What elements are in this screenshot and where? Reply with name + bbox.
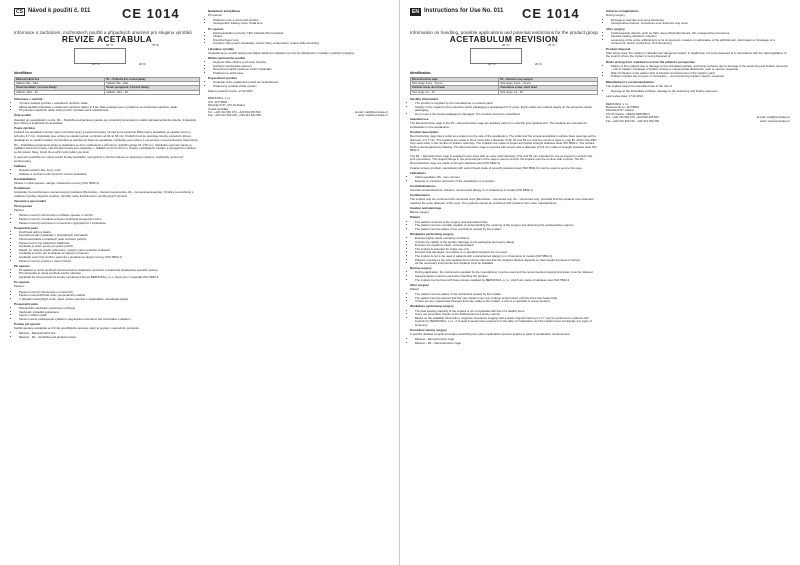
bullet-item: • Pacient musí být seznámen s omezeními vyplývajícími z implantace. [19, 222, 200, 226]
bullet-item: • Při porušení sterilního obalu nelze použít. Výrobek nelze resterilizovat. [19, 109, 200, 113]
bullet-item: • Manual – Reconstruction cage [415, 338, 598, 342]
ce-mark: CE 1014 [122, 6, 180, 21]
bullet-item: • Cardiovascular defects, such as TEN, deep phlebothrombosis, HK, postoperative hematoma [611, 32, 790, 36]
bullet-item: • Sporty s rizikem pádů [19, 314, 200, 318]
sections-en-2 [606, 10, 790, 99]
bullet-list [208, 61, 388, 75]
temperature-diagram [410, 44, 598, 70]
bullet-list [410, 237, 598, 266]
manufacturer-line: ICO: 42779894 [208, 99, 227, 104]
manufacturer-web: www: www.beznoska.cz [358, 113, 388, 118]
bullet-item: • Dodržovat pokyny lékaře [19, 231, 200, 235]
ident-cell: Size range: 8 pcs – 10 pcs [499, 82, 598, 86]
bullet-item: • Sterility of the implant in the protective sterile packaging is guaranteed for 5 years. Expiry dates are marked clearly on the protective sterile packaging. [415, 106, 598, 113]
ident-cell: Size range: 8 pcs – 10 pcs [411, 82, 499, 86]
bullet-list [606, 19, 790, 26]
section-heading: Workplace performing surgery [410, 231, 454, 236]
ident-cell: Velikost: 12ks – 40 [15, 90, 105, 94]
bullet-item: • Implantát lze fixovat kostními šrouby vyrobenými firmou BEZNOSKA, s.r.o. které jsou z materiálu ISO 5832-3 [19, 276, 200, 280]
bullet-item: • The patient must be warned that the new implant may only undergo limited strain until the bone has healed fully [415, 297, 598, 301]
ident-cell: Size range: 12 – 40 [411, 90, 499, 94]
bullet-item: • Dospělí pacienti 18+, ženy, muži [19, 169, 200, 173]
ident-heading: Identification [410, 71, 431, 76]
ident-cell: Reconstruction cage [411, 77, 499, 81]
section-heading: During surgery [410, 266, 432, 271]
section-heading: Popis výrobku [14, 126, 35, 131]
section-text: During surgery [606, 12, 625, 17]
manufacturer-line: Business ID no: 42779894 [606, 105, 639, 110]
bullet-item: • Zajistit, že nebude použit poškozený, neúplný nebo nesterilní implantát [19, 249, 200, 253]
bullet-item: • Poškozený výrobek vraťte výrobci [213, 85, 388, 89]
bullet-item: • The implant is intended for single use only [415, 248, 598, 252]
page-en [400, 0, 800, 565]
bullet-list [410, 271, 598, 282]
bullet-list [14, 269, 200, 280]
section-text: Pacient [14, 284, 24, 289]
bullet-list [14, 169, 200, 176]
intro-text: Informace o zacházení, možnostech použití a případných omezení pro skupinu výrobků [14, 30, 192, 35]
header-text: Návod k použití č. 011 [27, 8, 91, 15]
bullet-item: • Při manipulaci je nutné používat sterilní rukavice [19, 272, 200, 276]
bullet-list [410, 102, 598, 116]
temperature-box [470, 48, 522, 64]
ident-cell: Velikost: 8ks - 10ks [15, 82, 105, 86]
section-text: The implant may be combined with cemented cups (Beznoska – Cemented cup, 02 – Cemented cup), provided that the implants' inner diameter matches the outer diameter of the cups. The products cannot be combined with products from other manufacturers. [410, 197, 594, 205]
bullet-item: • Checks the validity of the sterility (damage to the packaging and expiry dates) [415, 241, 598, 245]
bullet-item: • Pacient nesmí být nadměrně zatěžován [19, 242, 200, 246]
bullet-list [410, 293, 598, 304]
section-heading: Kontraindikace [14, 176, 36, 181]
bullet-list [410, 310, 598, 328]
section-text: K upevnění podložky se mohou použít šrouby (kortikální, spongiózní) s plochou hlavou se zkráceným závitem, implantáty mohou být kombinovány. [14, 155, 184, 163]
bullet-item: • The implant is not to be used in patients with a documented allergy to or intolerance of metals (ISO 5832-1) [415, 255, 598, 259]
manufacturer-tel: Tel.: +420 312 660 470, +420 602 666 500 [208, 110, 261, 115]
section-text: Pacient [14, 208, 24, 213]
section-heading: Postup při operaci [14, 321, 41, 326]
manufacturer-email: E-mail: mail@beznoska.cz [757, 115, 790, 120]
bullet-list [14, 231, 200, 263]
bullet-item: • Pacient musí být poučen o všech rizicích [19, 260, 200, 264]
section-text: The R1 – Reconstruction cage is supplied in two sizes with an outer shell diameter of 51 and 56 mm intended for use as support in revision hip joint procedures. The shaped flange in the proximal part of the cage is used to anchor the implant onto the os ilium with a screw. The R1 – Reconstruction cage are made of wrought stainless steel (ISO 5832-1). [410, 153, 593, 165]
section-text: R1 – Podložka pod jamkové jamky je dodávána ve dvou velikostech s průměrem vnějšího okraje 51 a 56 mm. Stavitelné upevnění jamky je zajištěno kotvícími šrouby. Upevňovací šrouby jsou dodávány v délkách od 12 do 60 mm. Šrouby s kortikálním závitem a spongiózním závitem se liší tvarem hlavy, šroub lze použít zvolit podle typu kosti. [14, 142, 197, 154]
bullet-item: • During application, the instruments supplied by the manufacturer must be used and the recommended surgical procedure must be followed [415, 271, 598, 275]
ident-cell: Šroub spongiózní, 5 hrozné hlavky [105, 86, 200, 90]
bullet-item: • Loosening of the entire artificial joint or its components, luxation or subluxation of the artificial joint, deformation or breakage of a component, flexion contracture, limb shortening [611, 39, 790, 46]
section-heading: Pooperační péče [14, 301, 39, 306]
bullet-item: • Pacient musí být informován o průběhu operace a rizicích. [19, 214, 200, 218]
section-text: Datum poslední revize: 17.02.2021 [208, 88, 253, 93]
section-heading: After surgery [410, 282, 429, 287]
bullet-item: • Based on the available information, magnetic resonance imaging with a static magnetic field up to 1.7 may be performed in patients with implants by BEZNOSKA, s.r.o., if at least 6 weeks have passed from the date of implantation and the implant does not display any signs of loosening [415, 317, 598, 328]
section-heading: Před operací [14, 204, 33, 209]
column-en-1 [410, 8, 598, 347]
temperature-diagram [14, 44, 200, 70]
bullet-item: • Výrobce dodává výrobek v uzavřeném sterilním obalu. [19, 102, 200, 106]
section-heading: Po operaci [208, 26, 224, 31]
section-text: Implantát se po použití stává potenciálně infekčním odpadem a musí být zlikvidován v souladu s platnými předpisy. [208, 50, 355, 55]
bullet-item: • Implantát je určen pouze pro jedno použití [19, 245, 200, 249]
column-cs-1 [14, 8, 200, 341]
sections-en-1 [410, 98, 598, 346]
bullet-list [606, 65, 790, 79]
temp-max: 30 °C [106, 43, 114, 48]
section-heading: Product description [410, 129, 439, 134]
bullet-item: • Existing or imminent protrusion of the acetabulum in a revision [415, 180, 598, 184]
bullet-list [14, 291, 200, 302]
section-text: Při operaci [208, 12, 222, 17]
ident-cell: Cortical screw, short head [411, 86, 499, 90]
section-heading: Nežádoucí komplikace [208, 8, 241, 13]
section-text: Každá operace acetabula se řídí dle specifického postupu, který je popsán v operačním protokolu. [14, 326, 140, 331]
ident-table [14, 77, 200, 95]
bullet-item: • Snížená mechanická odolnost [213, 65, 388, 69]
column-cs-2 [208, 8, 388, 118]
bullet-item: • Pacient musí být informován o omezeních [19, 291, 200, 295]
column-en-2 [606, 8, 790, 123]
section-heading: Rizika opětovného použití [208, 55, 246, 60]
sections-cs-1 [14, 98, 200, 339]
language-badge: CS [16, 9, 23, 15]
bullet-item: • Carry out preventive checks of the artificial joint at a timely manner [415, 313, 598, 317]
bullet-item: • Poškození a deformace [213, 72, 388, 76]
section-heading: Informace o sterilitě [14, 96, 43, 101]
bullet-item: • The load bearing capacity of the implant is not comparable with that of a healthy bone [415, 310, 598, 314]
bullet-item: • Při aplikaci je nutné používat instrumentarium dodávané výrobcem a dodržovat předepsaný operační postup [19, 269, 200, 273]
manufacturer-line: Dělnická 2727, 272 01 Kladno [208, 103, 246, 108]
bullet-list [208, 19, 388, 26]
bullet-item: • Implantát nesmí být použit u pacientů s prokázanou alergií na kovy (ISO 5832-1) [19, 256, 200, 260]
bullet-item: • Infected healing disorders, infection [611, 35, 790, 39]
section-heading: Účel použití [14, 113, 31, 118]
doc-title: ACETABULUM REVISION [449, 33, 559, 44]
ident-cell: R1 – Revision cup support [499, 77, 598, 81]
bullet-item: • Zvýšené riziko infekce a přenosu choroby [213, 61, 388, 65]
bullet-item: • Pacient nesmí podstupovat vyšetření magnetickou rezonancí bez konzultace s lékařem [19, 318, 200, 322]
bullet-list [208, 81, 388, 88]
manufacturer-tel: Tel.: +420 312 660 470, +420 602 666 500 [606, 115, 659, 120]
ident-cell: Size range: 12 – 60 [499, 90, 598, 94]
ident-cell: Rekonstrukční koš [15, 77, 105, 81]
bullet-item: • Implantát je určen pro kombinaci se stejným výrobcem [19, 252, 200, 256]
bullet-item: • Poškození cév a nervových struktur [213, 19, 388, 23]
section-heading: Po operaci [14, 280, 30, 285]
section-text: Reconstruction cage has a collar as a support on the side of the acetabulum. The collar and the screws acetabulum surface have openings with a diameter of 4.7 mm. The implants are made in three sizes with a diameter of 46, 52 and 56 mm and two versions (type A, type B), which only differ from each other in the number of fixation openings. The implants are made of forged and tested wrought stainless steel ISO 5832-1. The surface finish is accompanied by blasting. The Reconstruction cage is secured with screws with a diameter of 6.5 mm made of wrought stainless steel ISO 5832-3. [410, 134, 597, 153]
bullet-item: • Intraoperační fraktury kostí, ztráta krve [213, 22, 388, 26]
section-heading: Při operaci [14, 263, 30, 268]
sections-cs-2 [208, 10, 388, 94]
manufacturer-fax: Fax: +420 312 660 216, +420 312 662 666 [208, 113, 262, 118]
section-text: After being used, the implant is classified as "dangerous waste" in healthcare; it is to be disposed of in accordance with the valid legislation of the country where the implant is being disposed of. [606, 50, 787, 59]
bullet-item: • Zářivá sterilita implantátu v uzavřeném sterilním balení je 5 let. Data expirace jsou vyznačena na uzavřeném sterilním obalu. [19, 106, 200, 110]
section-text: Before surgery [410, 210, 429, 215]
section-text: A specific detailed surgical procedure describing the entire implantation process applies to each of acetabulum reinforcement. [410, 332, 571, 337]
bullet-list [208, 32, 388, 46]
bullet-item: • Pacient musí dodržovat režim pooperačního období [19, 294, 200, 298]
bullet-list [606, 90, 790, 94]
humidity-max: 75 % [152, 43, 159, 48]
section-text: Infekce v místě operace, alergie, intolerance na kovy (ISO 5832-1) [14, 180, 99, 185]
manufacturer-line: Česká republika [208, 106, 229, 111]
bullet-item: • The patient consents to the surgery and associated risks. [415, 221, 598, 225]
bullet-item: • Nemožnost zajistit správnou funkci implantátu [213, 68, 388, 72]
humidity-max: 75 % [548, 43, 555, 48]
temp-max: 30 °C [502, 43, 510, 48]
bullet-item: • Implantát nelze opakovaně použít ani resterilizovat [213, 81, 388, 85]
bullet-item: • Risk of infection in the patient (risk of infection and loosening of the implant, pain) [611, 72, 790, 76]
bullet-item: • Patients receiving a hip joint replacement must be informed that the implant's lifetime depends on their weight and level of activity [415, 259, 598, 263]
bullet-item: • V případě neobvyklých změn, které mohou souviset s implantátem, kontaktujte lékaře [19, 298, 200, 302]
ident-cell: R1 – Podložní koš revizní jamky [105, 77, 200, 81]
section-heading: Combinations [410, 193, 430, 198]
bullet-item: • Ensures that damaged, non-sterile or re-operated implants are not used [415, 251, 598, 255]
section-heading: Product disposal [606, 46, 631, 51]
section-heading: Adverse complications [606, 8, 639, 13]
section-heading: Intended use [410, 117, 429, 122]
bullet-item: • The product is supplied by the manufacturer in a sterile pack. [415, 102, 598, 106]
intro-text: Information on handling, possible applications and potential restrictions for the product group [410, 30, 598, 35]
section-text: Implantáty lze kombinovat s cementovanými jamkami (Beznoska – Cementovaná jamka, 02 – Cementovaná jamka). Výrobky se kombinují s ostatními výrobky stejného výrobce. Výrobky nelze kombinovat s výrobky jiných výrobců. [14, 190, 194, 198]
section-heading: Contraindications [410, 184, 436, 188]
bullet-item: • Do not use if the sterile packaging is damaged. The product cannot be resterilised. [415, 113, 598, 117]
bullet-item: • If there are any unexpected changes that may relate to the implant, a visit to a specialist is recommended [415, 300, 598, 304]
doc-title: REVIZE ACETABULA [61, 33, 153, 44]
bullet-item: • Pacient musí být mentálně schopen dodržovat pooperační režim. [19, 218, 200, 222]
section-heading: Patient [410, 215, 421, 220]
ident-cell: Šroub kortikální, 4 hrozné hlavky [15, 86, 105, 90]
section-heading: Procedure during surgery [410, 328, 447, 333]
bullet-list [14, 214, 200, 225]
bullet-item: • Porucha hojení rány [213, 39, 388, 43]
section-heading: Manufacturer's recommendations [606, 79, 655, 84]
bullet-item: • Kardiovaskulární poruchy, TEN, hluboká žilní trombóza [213, 32, 388, 36]
section-heading: After surgery [606, 26, 625, 31]
bullet-list [14, 307, 200, 321]
bullet-item: • Surgical gloves must be used when handling the product [415, 275, 598, 279]
section-text: Patient [410, 286, 419, 291]
temperature-box [74, 48, 126, 64]
ident-heading: Identifikace [14, 71, 33, 76]
temp-min: 15 °C [488, 62, 496, 67]
temp-min: 15 °C [92, 62, 100, 67]
header-text: Instructions for Use No. 011 [423, 8, 504, 15]
bullet-item: • Damage to vascular and nerve structures [611, 19, 790, 23]
bullet-item: • All the necessary instruments and implants must be available [415, 262, 598, 266]
bullet-item: • The patient must be aware of the restrictions caused by the implant [415, 293, 598, 297]
ident-cell: Velikost: 12ks – 60 [105, 90, 200, 94]
section-heading: Indikace [14, 163, 27, 168]
section-text: Internal contraindications; infection, documented allergy to or intolerance of metals (ISO 5832-1) [410, 188, 533, 193]
ident-table [410, 77, 598, 95]
ident-cell: Velikost: 8ks - 10ks [105, 82, 200, 86]
section-heading: Doporučení výrobce [208, 75, 238, 80]
bullet-list [14, 102, 200, 113]
section-heading: Risks arising from repeated use from the patient's perspective [606, 59, 695, 64]
manufacturer-line: 272 01 Kladno, CZECH REPUBLIC [606, 111, 650, 116]
section-heading: Varování a upozornění [14, 198, 47, 203]
bullet-item: • Dlouhodobé sledování pacienta je nezbytné [19, 307, 200, 311]
manufacturer-line: Dělnická 2727, Kladno [606, 108, 634, 113]
humidity-min: 20 % [535, 62, 542, 67]
bullet-item: • Indikace k revizním nebo hrozícím revizím acetabula [19, 173, 200, 177]
bullet-item: • Infekce [213, 35, 388, 39]
humidity-min: 20 % [139, 62, 146, 67]
section-text: Součásti pro acetabulární revize, R1 – Podložka pod jamkovou jamku pro protetický konstrukt pro totální náhradu kyčelního kloubu. Implantáty jsou určeny k implantaci do acetabula. [14, 117, 197, 126]
bullet-item: • Adult population 18+, men, women [415, 176, 598, 180]
bullet-item: • The implant can be fixed with bone screws supplied by BEZNOSKA, s.r.o., which are made of stainless steel ISO 5832-3 [415, 279, 598, 283]
manufacturer-name: BEZNOSKA, s.r.o. [208, 96, 231, 101]
bullet-item: • Manual – R1 – Reconstruction cage [415, 342, 598, 346]
section-text: Last review date: 17.02.2021 [606, 94, 644, 99]
bullet-list [14, 332, 200, 339]
section-heading: Likvidace výrobku [208, 46, 235, 51]
bullet-item: • Failure of the implants due to damage to the articulated surface, anchoring surfaces due to damage to the anchoring and fixation elements – risk of rotation, breakage of fixation screws or inappropriate distribution, pain or need to reoperate [611, 65, 790, 72]
bullet-item: • Ensures the implant is intact, uncontaminated [415, 244, 598, 248]
section-heading: Kombinace [14, 186, 31, 191]
language-badge: EN [412, 9, 419, 15]
bullet-item: • Kontrolovat stav implantátu v pravidelných intervalech [19, 234, 200, 238]
bullet-item: • Problem implant due to loose or incomplete – non-functioning implant; need to reoperate [611, 75, 790, 79]
bullet-list [410, 338, 598, 345]
bullet-item: • Manuál – Rekonstrukční koš [19, 332, 200, 336]
manufacturer-email: E-mail: mail@beznoska.cz [355, 110, 388, 115]
section-text: Fixation screws (cortical, cancellous) with a short head made of wrought stainless steel (ISO 5832-3) must be used to secure the cage. [410, 165, 583, 170]
manufacturer-block [208, 97, 388, 117]
ce-mark: CE 1014 [522, 6, 580, 21]
section-heading: Pooperační péče [14, 225, 39, 230]
bullet-item: • Manuál – R1 – Podložka pod jamkové jamky [19, 336, 200, 340]
manufacturer-name: BEZNOSKA, s.r.o. [606, 101, 629, 106]
section-heading: Workplace performing surgery [410, 304, 454, 309]
manufacturer-web: www: www.beznoska.cz [760, 118, 790, 123]
manufacturer-fax: Fax: +420 312 660 216, +420 312 662 666 [606, 118, 660, 123]
bullet-item: • The patient must be mentally capable of understanding the meaning of the surgery and observing the postoperative regimen. [415, 224, 598, 228]
section-text: The Reconstruction cage is the R1 – Reconstruction cage are auxiliary parts for a total hip joint replacement. The implants are intended for implantation in the acetabulum. [410, 121, 588, 129]
section-text: Košíček pro acetabulu má tvar, který má funkci opory a celistvosti jamky. Umístí se ke kostnímu lůžku dutiny acetabula, je opatřen otvory o průměru 4,7 mm. Implantáty jsou určeny ke stavění jamek o průměru od 32 do 58 mm. Podložní koš se upevňuje šrouby a kotvícím klínem, dodávají se ve sterilním balení. Konstrukce je navržena k fixaci do acetabula, implantáty jsou určeny k cementové i necementované fixaci jamky. [14, 130, 199, 142]
manufacturer-block [606, 103, 790, 123]
bullet-item: • Informovat lékaře o bolestech nebo omezení pohybu [19, 238, 200, 242]
bullet-item: • The patient must be aware of the restrictions caused by the implant. [415, 228, 598, 232]
section-heading: Caution and warnings [410, 206, 442, 211]
section-text: The implant cannot be resterilised due to the risk of: [606, 83, 673, 88]
bullet-list [410, 176, 598, 183]
bullet-item: • Ensures highly sterile operating conditions [415, 237, 598, 241]
bullet-list [606, 32, 790, 46]
bullet-item: • Uvolnění nebo posun implantátu, luxace hlavy endoprotézy, změna délky končetiny [213, 42, 388, 46]
ident-cell: Cancellous screw, short head [499, 86, 598, 90]
section-heading: Indications [410, 171, 426, 176]
bullet-list [410, 221, 598, 232]
section-heading: Sterility information [410, 96, 439, 101]
bullet-item: • Sledování výsledků implantace [19, 311, 200, 315]
bullet-item: • Damage to the articulated surfaces, damage to the anchoring and fixation elements [611, 90, 790, 94]
bullet-item: • Intraoperative fracture, sometimes even fractures may occur [611, 22, 790, 26]
